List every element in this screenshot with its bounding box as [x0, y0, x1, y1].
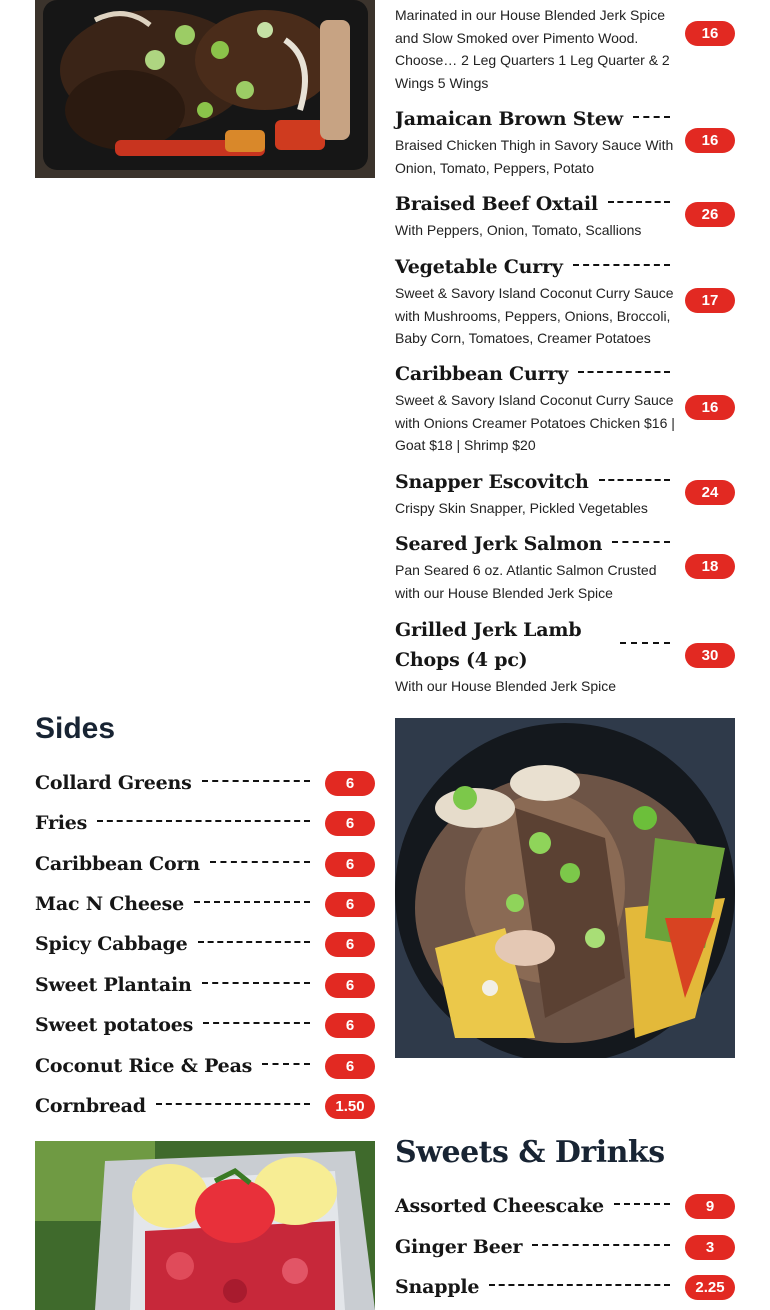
item-description: Sweet & Savory Island Coconut Curry Sauce with Mushrooms, Peppers, Onions, Broccoli, Baby Corn, Tomatoes, Creamer Potatoes [395, 285, 674, 346]
item-name: Jamaican Brown Stew [395, 108, 623, 130]
menu-item-seared-jerk-salmon [395, 529, 735, 604]
item-name: Ginger Beer [395, 1236, 523, 1258]
side-item-fries [35, 808, 375, 838]
dotted-leader [97, 820, 310, 822]
dotted-leader [203, 1022, 310, 1024]
menu-item-snapper-escovitch [395, 467, 735, 520]
side-item-sweet-plantain [35, 970, 375, 1000]
item-name: Cornbread [35, 1095, 146, 1117]
drink-item-snapple [395, 1272, 735, 1302]
dotted-leader [202, 780, 310, 782]
dotted-leader [578, 371, 670, 373]
price-badge: 18 [685, 554, 735, 579]
item-name: Snapple [395, 1276, 480, 1298]
dotted-leader [633, 116, 670, 118]
dotted-leader [573, 264, 670, 266]
item-name: Collard Greens [35, 772, 192, 794]
side-item-sweet-potatoes [35, 1010, 375, 1040]
price-badge: 2.25 [685, 1275, 735, 1300]
price-badge: 1.50 [325, 1094, 375, 1119]
item-description: Crispy Skin Snapper, Pickled Vegetables [395, 500, 648, 516]
item-description: Sweet & Savory Island Coconut Curry Sauce with Onions Creamer Potatoes Chicken $16 | Goat $18 | Shrimp $20 [395, 392, 675, 453]
item-name: Sweet Plantain [35, 974, 192, 996]
dotted-leader [198, 941, 310, 943]
item-name: Assorted Cheescake [395, 1195, 604, 1217]
menu-item-braised-beef-oxtail [395, 189, 735, 242]
price-badge: 6 [325, 1054, 375, 1079]
item-description: Braised Chicken Thigh in Savory Sauce With Onion, Tomato, Peppers, Potato [395, 137, 674, 176]
price-badge: 6 [325, 852, 375, 877]
price-badge: 30 [685, 643, 735, 668]
item-name: Caribbean Curry [395, 363, 569, 385]
item-name: Caribbean Corn [35, 853, 200, 875]
item-name: Fries [35, 812, 88, 834]
item-name: Spicy Cabbage [35, 933, 188, 955]
item-description: With Peppers, Onion, Tomato, Scallions [395, 222, 642, 238]
price-badge: 6 [325, 771, 375, 796]
price-badge: 24 [685, 480, 735, 505]
price-badge: 6 [325, 892, 375, 917]
dotted-leader [262, 1063, 310, 1065]
side-item-mac-n-cheese [35, 889, 375, 919]
dotted-leader [532, 1244, 670, 1246]
menu-item-caribbean-curry [395, 359, 735, 457]
menu-item-grilled-jerk-lamb-chops [395, 615, 735, 698]
item-name: Coconut Rice & Peas [35, 1055, 253, 1077]
menu-item-jerk-chicken [395, 4, 735, 94]
item-name: Snapper Escovitch [395, 471, 589, 493]
dotted-leader [608, 201, 670, 203]
item-name: Braised Beef Oxtail [395, 193, 598, 215]
dotted-leader [489, 1284, 670, 1286]
item-name: Seared Jerk Salmon [395, 533, 603, 555]
price-badge: 17 [685, 288, 735, 313]
price-badge: 6 [325, 973, 375, 998]
item-name: Vegetable Curry [395, 256, 563, 278]
dotted-leader [599, 479, 670, 481]
price-badge: 6 [325, 932, 375, 957]
side-item-coconut-rice-peas [35, 1051, 375, 1081]
menu-item-jamaican-brown-stew [395, 104, 735, 179]
jerk-chicken-photo [35, 0, 375, 178]
price-badge: 6 [325, 1013, 375, 1038]
dotted-leader [612, 541, 670, 543]
sweets-drinks-heading: Sweets & Drinks [395, 1135, 665, 1170]
item-name: Sweet potatoes [35, 1014, 194, 1036]
item-name: Mac N Cheese [35, 893, 185, 915]
dotted-leader [614, 1203, 670, 1205]
drink-item-ginger-beer [395, 1232, 735, 1262]
dotted-leader [620, 642, 670, 644]
dotted-leader [210, 861, 310, 863]
chicken-bowl-photo [395, 718, 735, 1058]
item-description: Marinated in our House Blended Jerk Spice and Slow Smoked over Pimento Wood. Choose… 2 Leg Quarters 1 Leg Quarter & 2 Wings 5 Wings [395, 7, 670, 91]
price-badge: 16 [685, 128, 735, 153]
menu-item-vegetable-curry [395, 252, 735, 350]
side-item-cornbread [35, 1091, 375, 1121]
dotted-leader [202, 982, 310, 984]
side-item-collard-greens [35, 768, 375, 798]
sides-heading: Sides [35, 712, 116, 745]
price-badge: 26 [685, 202, 735, 227]
price-badge: 6 [325, 811, 375, 836]
sweet-item-assorted-cheesecake [395, 1191, 735, 1221]
price-badge: 16 [685, 395, 735, 420]
price-badge: 16 [685, 21, 735, 46]
side-item-spicy-cabbage [35, 929, 375, 959]
item-name: Grilled Jerk Lamb Chops (4 pc) [395, 619, 582, 671]
cheesecake-photo [35, 1141, 375, 1310]
side-item-caribbean-corn [35, 849, 375, 879]
item-description: With our House Blended Jerk Spice [395, 678, 616, 694]
item-description: Pan Seared 6 oz. Atlantic Salmon Crusted with our House Blended Jerk Spice [395, 562, 657, 601]
dotted-leader [194, 901, 310, 903]
price-badge: 9 [685, 1194, 735, 1219]
dotted-leader [156, 1103, 310, 1105]
price-badge: 3 [685, 1235, 735, 1260]
